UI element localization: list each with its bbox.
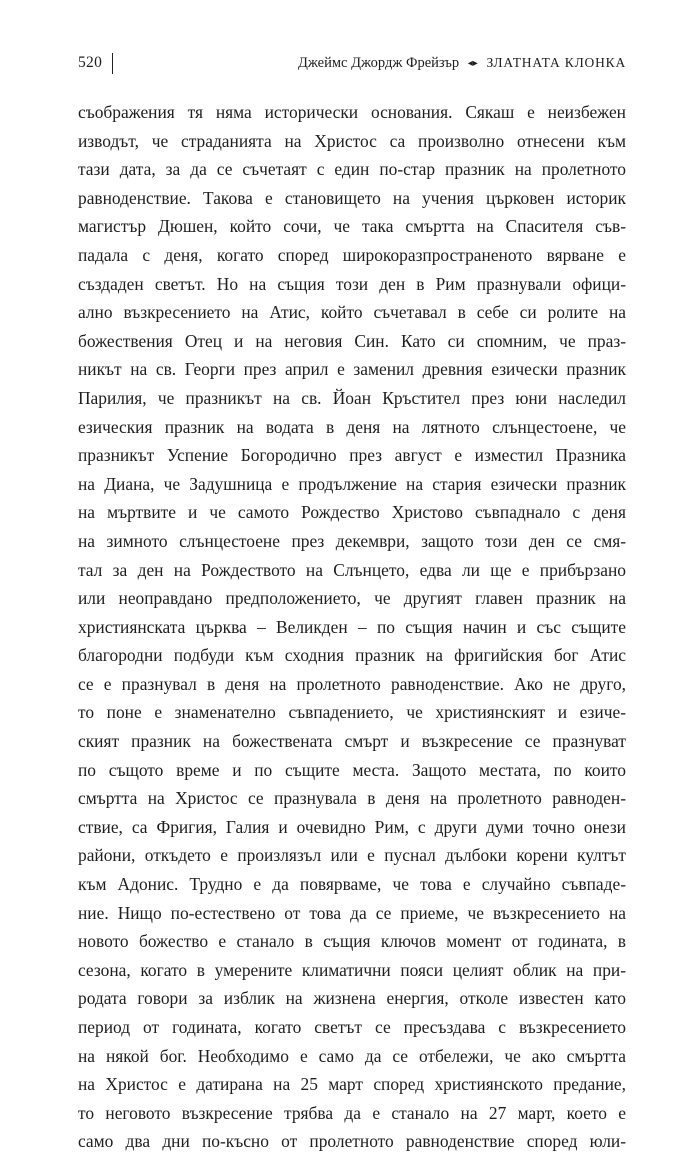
text-line: падала с деня, когато според широкоразпространеното вярване е: [78, 244, 626, 265]
text-line: ският празник на божествената смърт и възкресение се празнуват: [78, 731, 626, 752]
text-line: период от годината, когато светът се пресъздава с възкресението: [78, 1017, 626, 1037]
text-line: създаден светът. Но на същия този ден в Рим празнували офици-: [78, 273, 626, 294]
text-line: райони, откъдето е произлязъл или е пуснал дълбоки корени култът: [78, 845, 626, 866]
text-line: към Адонис. Трудно е да повярваме, че това е случайно съвпаде-: [78, 874, 626, 895]
text-line: на зимното слънцестоене през декември, защото този ден се смя-: [78, 530, 626, 551]
page-number: 520: [78, 54, 103, 71]
text-line: изводът, че страданията на Христос са произволно отнесени към: [78, 130, 626, 151]
text-line: никът на св. Георги през април е заменил древния езически празник: [78, 359, 626, 380]
text-line: на мъртвите и че самото Рождество Христово съвпаднало с деня: [78, 502, 626, 523]
text-line: родата говори за изблик на жизнена енергия, отколе известен като: [78, 988, 626, 1009]
running-header: [78, 52, 626, 78]
text-line: благородни подбуди към сходния празник на фригийския бог Атис: [78, 645, 626, 666]
book-title: ЗЛАТНАТА КЛОНКА: [486, 55, 626, 70]
page-number-divider: [112, 53, 113, 74]
text-line: се е празнувал в деня на пролетното равноденствие. Ако не друго,: [78, 673, 626, 694]
text-line: новото божество е станало в същия ключов момент от годината, в: [78, 931, 626, 952]
text-line: езическия празник на водата в деня на лятното слънцестоене, че: [78, 416, 626, 437]
text-line: то неговото възкресение трябва да е станало на 27 март, което е: [78, 1102, 626, 1123]
text-line: на някой бог. Необходимо е само да се отбележи, че ако смъртта: [78, 1045, 626, 1066]
text-line: по същото време и по същите места. Защото местата, по които: [78, 759, 626, 780]
text-line: съображения тя няма исторически основания. Сякаш е неизбежен: [78, 102, 626, 122]
text-line: то поне е знаменателно съвпадението, че християнският и езиче-: [78, 702, 626, 723]
text-line: магистър Дюшен, който сочи, че така смъртта на Спасителя съв-: [78, 216, 626, 237]
text-line: ние. Нищо по-естествено от това да се приеме, че възкресението на: [78, 902, 626, 923]
text-line: сезона, когато в умерените климатични пояси целият облик на при-: [78, 959, 626, 980]
text-line: на Христос е датирана на 25 март според християнското предание,: [78, 1074, 626, 1095]
text-line: Парилия, че празникът на св. Йоан Кръстител през юни наследил: [78, 387, 626, 408]
text-line: тал за ден на Рождеството на Слънцето, едва ли ще е прибързано: [78, 559, 626, 580]
text-line: или неоправдано предположението, че другият главен празник на: [78, 588, 626, 609]
text-line: тази дата, за да се съчетаят с един по-стар празник на пролетното: [78, 159, 626, 180]
ornament-separator-icon: ◂▸: [467, 58, 478, 69]
text-line: празникът Успение Богородично през август е изместил Празника: [78, 445, 626, 466]
text-line: равноденствие. Такова е становището на учения църковен историк: [78, 187, 626, 208]
text-line: на Диана, че Задушница е продължение на стария езически празник: [78, 473, 626, 494]
text-line: божествения Отец и на неговия Син. Като си спомним, че праз-: [78, 330, 626, 351]
body-text: [78, 98, 626, 1156]
author-name: Джеймс Джордж Фрейзър: [297, 55, 460, 71]
text-line: ствие, са Фригия, Галия и очевидно Рим, с други думи точно онези: [78, 816, 626, 837]
text-line: ално възкресението на Атис, който съчетавал в себе си ролите на: [78, 302, 626, 323]
text-line: християнската църква – Великден – по същия начин и със същите: [78, 616, 626, 637]
text-line: смъртта на Христос се празнувала в деня на пролетното равноден-: [78, 788, 626, 809]
text-line: само два дни по-късно от пролетното равноденствие според юли-: [78, 1131, 626, 1152]
running-head: [298, 52, 626, 75]
